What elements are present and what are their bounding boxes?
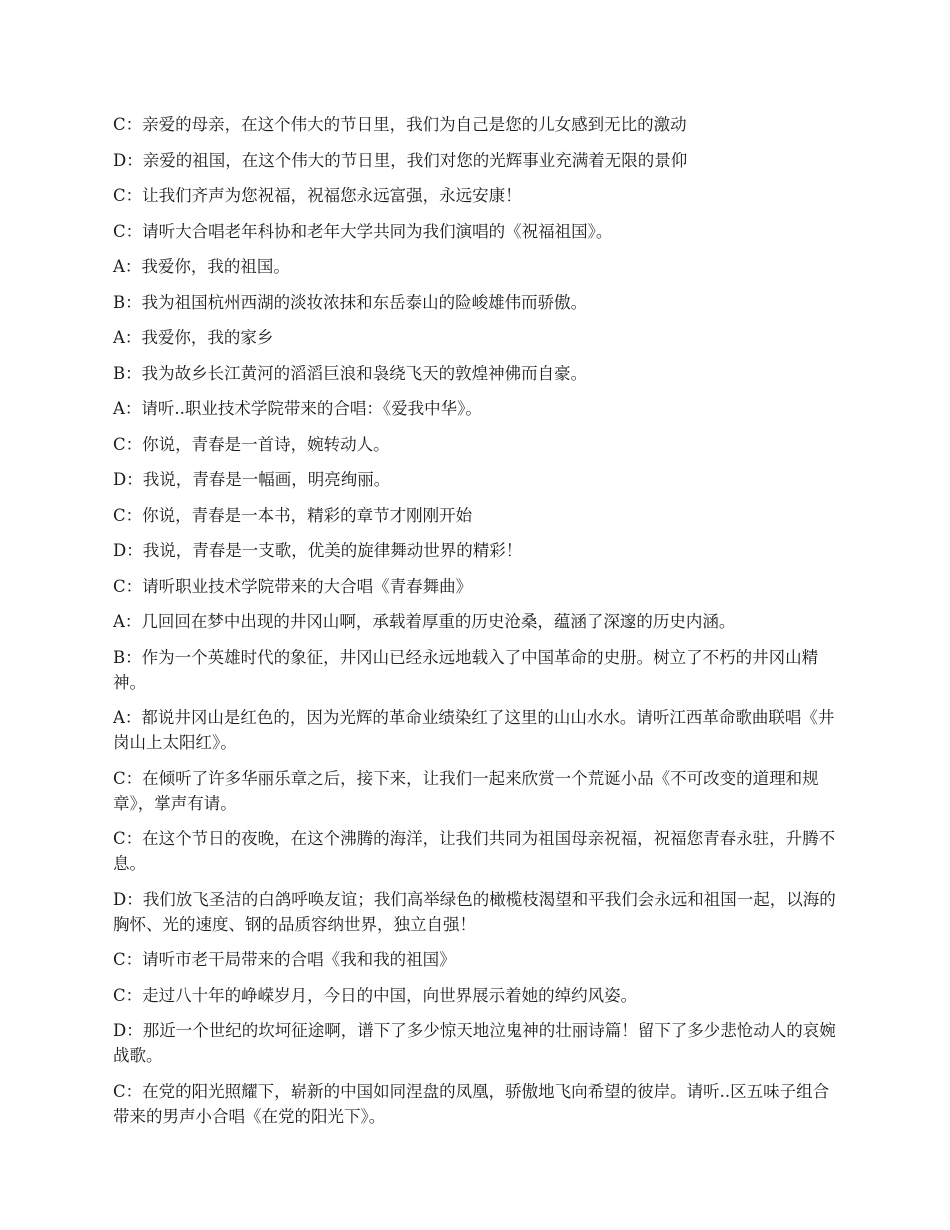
paragraph: D：那近一个世纪的坎坷征途啊，谱下了多少惊天地泣鬼神的壮丽诗篇！留下了多少悲怆动人的哀婉战歌。: [113, 1021, 836, 1065]
paragraph: A：几回回在梦中出现的井冈山啊，承载着厚重的历史沧桑，蕴涵了深邃的历史内涵。: [113, 612, 736, 631]
paragraph: C：让我们齐声为您祝福，祝福您永远富强，永远安康！: [113, 186, 522, 205]
paragraph: C：你说，青春是一本书，精彩的章节才刚刚开始: [113, 505, 473, 525]
paragraph: C：请听市老干局带来的合唱《我和我的祖国》: [113, 950, 456, 969]
paragraph: A：我爱你，我的家乡: [113, 328, 274, 347]
paragraph: C：亲爱的母亲，在这个伟大的节日里，我们为自己是您的儿女感到无比的激动: [113, 115, 687, 134]
paragraph: C：请听职业技术学院带来的大合唱《青春舞曲》: [113, 576, 473, 596]
paragraph: C：走过八十年的峥嵘岁月，今日的中国，向世界展示着她的绰约风姿。: [113, 985, 638, 1005]
paragraph: A：请听..职业技术学院带来的合唱：《爱我中华》。: [113, 399, 482, 418]
paragraph: D：我说，青春是一幅画，明亮绚丽。: [113, 470, 391, 489]
document-body: [113, 112, 840, 1139]
paragraph: C：请听大合唱老年科协和老年大学共同为我们演唱的《祝福祖国》。: [113, 221, 613, 241]
paragraph: D：我们放飞圣洁的白鸽呼唤友谊；我们高举绿色的橄榄枝渴望和平我们会永远和祖国一起，以海的胸怀、光的速度、钢的品质容纳世界，独立自强！: [113, 889, 836, 934]
paragraph: D：我说，青春是一支歌，优美的旋律舞动世界的精彩！: [113, 541, 523, 560]
paragraph: D：亲爱的祖国，在这个伟大的节日里，我们对您的光辉事业充满着无限的景仰: [113, 150, 688, 170]
paragraph: C：在党的阳光照耀下，崭新的中国如同涅盘的凤凰，骄傲地飞向希望的彼岸。请听..区五味子组合带来的男声小合唱《在党的阳光下》。: [113, 1081, 830, 1126]
paragraph: C：你说，青春是一首诗，婉转动人。: [113, 434, 390, 454]
paragraph: C：在倾听了许多华丽乐章之后，接下来，让我们一起来欣赏一个荒诞小品《不可改变的道理和规章》，掌声有请。: [113, 768, 819, 813]
paragraph: B：我为故乡长江黄河的滔滔巨浪和袅绕飞天的敦煌神佛而自豪。: [113, 363, 588, 383]
paragraph: A：我爱你，我的祖国。: [113, 257, 290, 276]
paragraph: A：都说井冈山是红色的，因为光辉的革命业绩染红了这里的山山水水。请听江西革命歌曲联唱《井岗山上太阳红》。: [113, 708, 835, 752]
paragraph: B：我为祖国杭州西湖的淡妆浓抹和东岳泰山的险峻雄伟而骄傲。: [113, 292, 588, 312]
paragraph: B：作为一个英雄时代的象征，井冈山已经永远地载入了中国革命的史册。树立了不朽的井冈山精神。: [113, 647, 819, 692]
paragraph: C：在这个节日的夜晚，在这个沸腾的海洋，让我们共同为祖国母亲祝福，祝福您青春永驻，升腾不息。: [113, 829, 836, 873]
